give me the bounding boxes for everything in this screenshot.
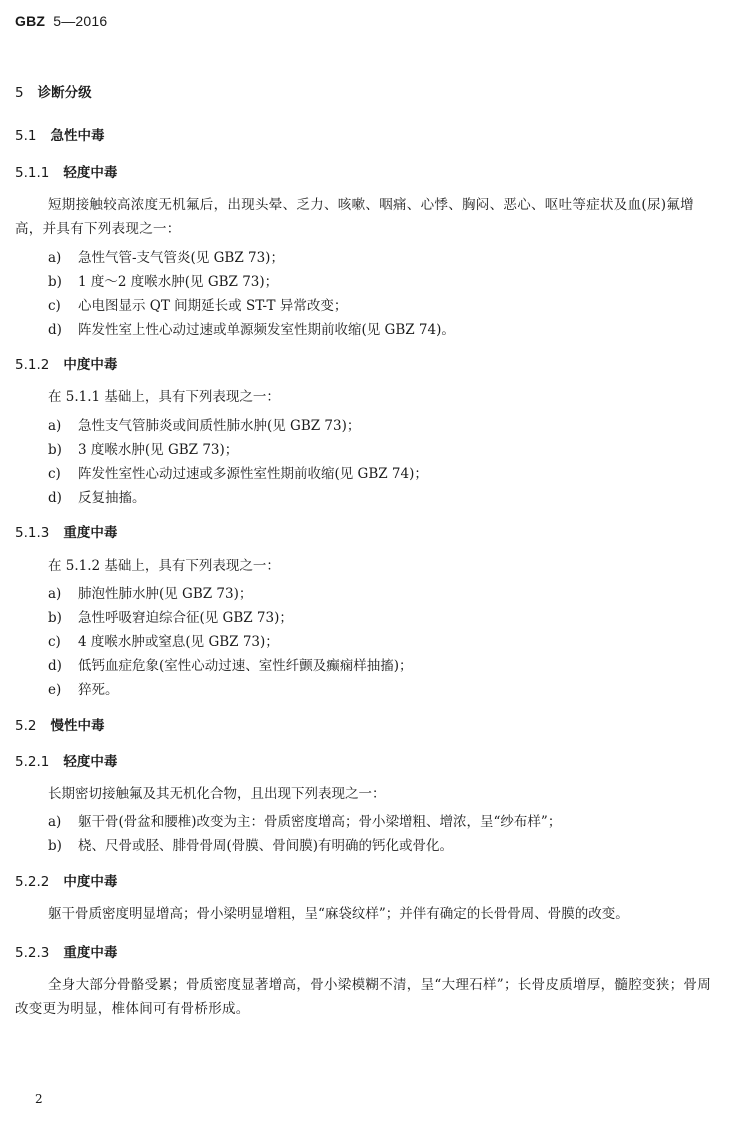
page-number: 2 [35,1092,43,1106]
section-heading-5-2-3: 5.2.3 重度中毒 [15,945,118,961]
list-item: b) 桡、尺骨或胫、腓骨骨周(骨膜、骨间膜)有明确的钙化或骨化。 [48,838,454,854]
list-item: c) 4 度喉水肿或窒息(见 GBZ 73)； [48,634,279,650]
section-heading-5-1-2: 5.1.2 中度中毒 [15,357,118,373]
standard-number: 5—2016 [53,13,108,29]
list-item: b) 急性呼吸窘迫综合征(见 GBZ 73)； [48,610,293,626]
paragraph-5-1-1-intro: 短期接触较高浓度无机氟后，出现头晕、乏力、咳嗽、咽痛、心悸、胸闷、恶心、呕吐等症状及血(尿)氟增高，并具有下列表现之一： [15,197,694,237]
section-heading-5-1: 5.1 急性中毒 [15,128,105,144]
section-heading-5-2-2: 5.2.2 中度中毒 [15,874,118,890]
list-item: b) 1 度～2 度喉水肿(见 GBZ 73)； [48,274,279,290]
paragraph-5-1-2-intro: 在 5.1.1 基础上，具有下列表现之一： [48,389,280,405]
list-item: a) 急性气管-支气管炎(见 GBZ 73)； [48,250,284,266]
document-header [15,13,107,29]
section-heading-5-1-3: 5.1.3 重度中毒 [15,525,118,541]
list-item: c) 阵发性室性心动过速或多源性室性期前收缩(见 GBZ 74)； [48,466,428,482]
list-item: b) 3 度喉水肿(见 GBZ 73)； [48,442,239,458]
standard-code: GBZ [15,13,46,29]
paragraph-5-1-3-intro: 在 5.1.2 基础上，具有下列表现之一： [48,558,280,574]
list-item: d) 反复抽搐。 [48,490,146,506]
paragraph-5-2-1-intro: 长期密切接触氟及其无机化合物，且出现下列表现之一： [48,786,386,802]
list-item: c) 心电图显示 QT 间期延长或 ST-T 异常改变； [48,298,348,314]
section-heading-5-2: 5.2 慢性中毒 [15,718,105,734]
paragraph-5-2-3: 全身大部分骨骼受累；骨质密度显著增高，骨小梁模糊不清，呈“大理石样”；长骨皮质增厚，髓腔变狭；骨周改变更为明显，椎体间可有骨桥形成。 [15,977,712,1017]
paragraph-5-2-2: 躯干骨质密度明显增高；骨小梁明显增粗，呈“麻袋纹样”；并伴有确定的长骨骨周、骨膜的改变。 [48,906,629,922]
list-item: d) 阵发性室上性心动过速或单源频发室性期前收缩(见 GBZ 74)。 [48,322,455,338]
list-item: d) 低钙血症危象(室性心动过速、室性纤颤及癫痫样抽搐)； [48,658,413,674]
section-heading-5-1-1: 5.1.1 轻度中毒 [15,165,118,181]
list-item: a) 肺泡性肺水肿(见 GBZ 73)； [48,586,253,602]
list-item: e) 猝死。 [48,682,119,698]
list-item: a) 躯干骨(骨盆和腰椎)改变为主：骨质密度增高；骨小梁增粗、增浓，呈“纱布样”； [48,814,562,830]
section-heading-5-2-1: 5.2.1 轻度中毒 [15,754,118,770]
list-item: a) 急性支气管肺炎或间质性肺水肿(见 GBZ 73)； [48,418,361,434]
section-heading-5: 5 诊断分级 [15,85,92,101]
